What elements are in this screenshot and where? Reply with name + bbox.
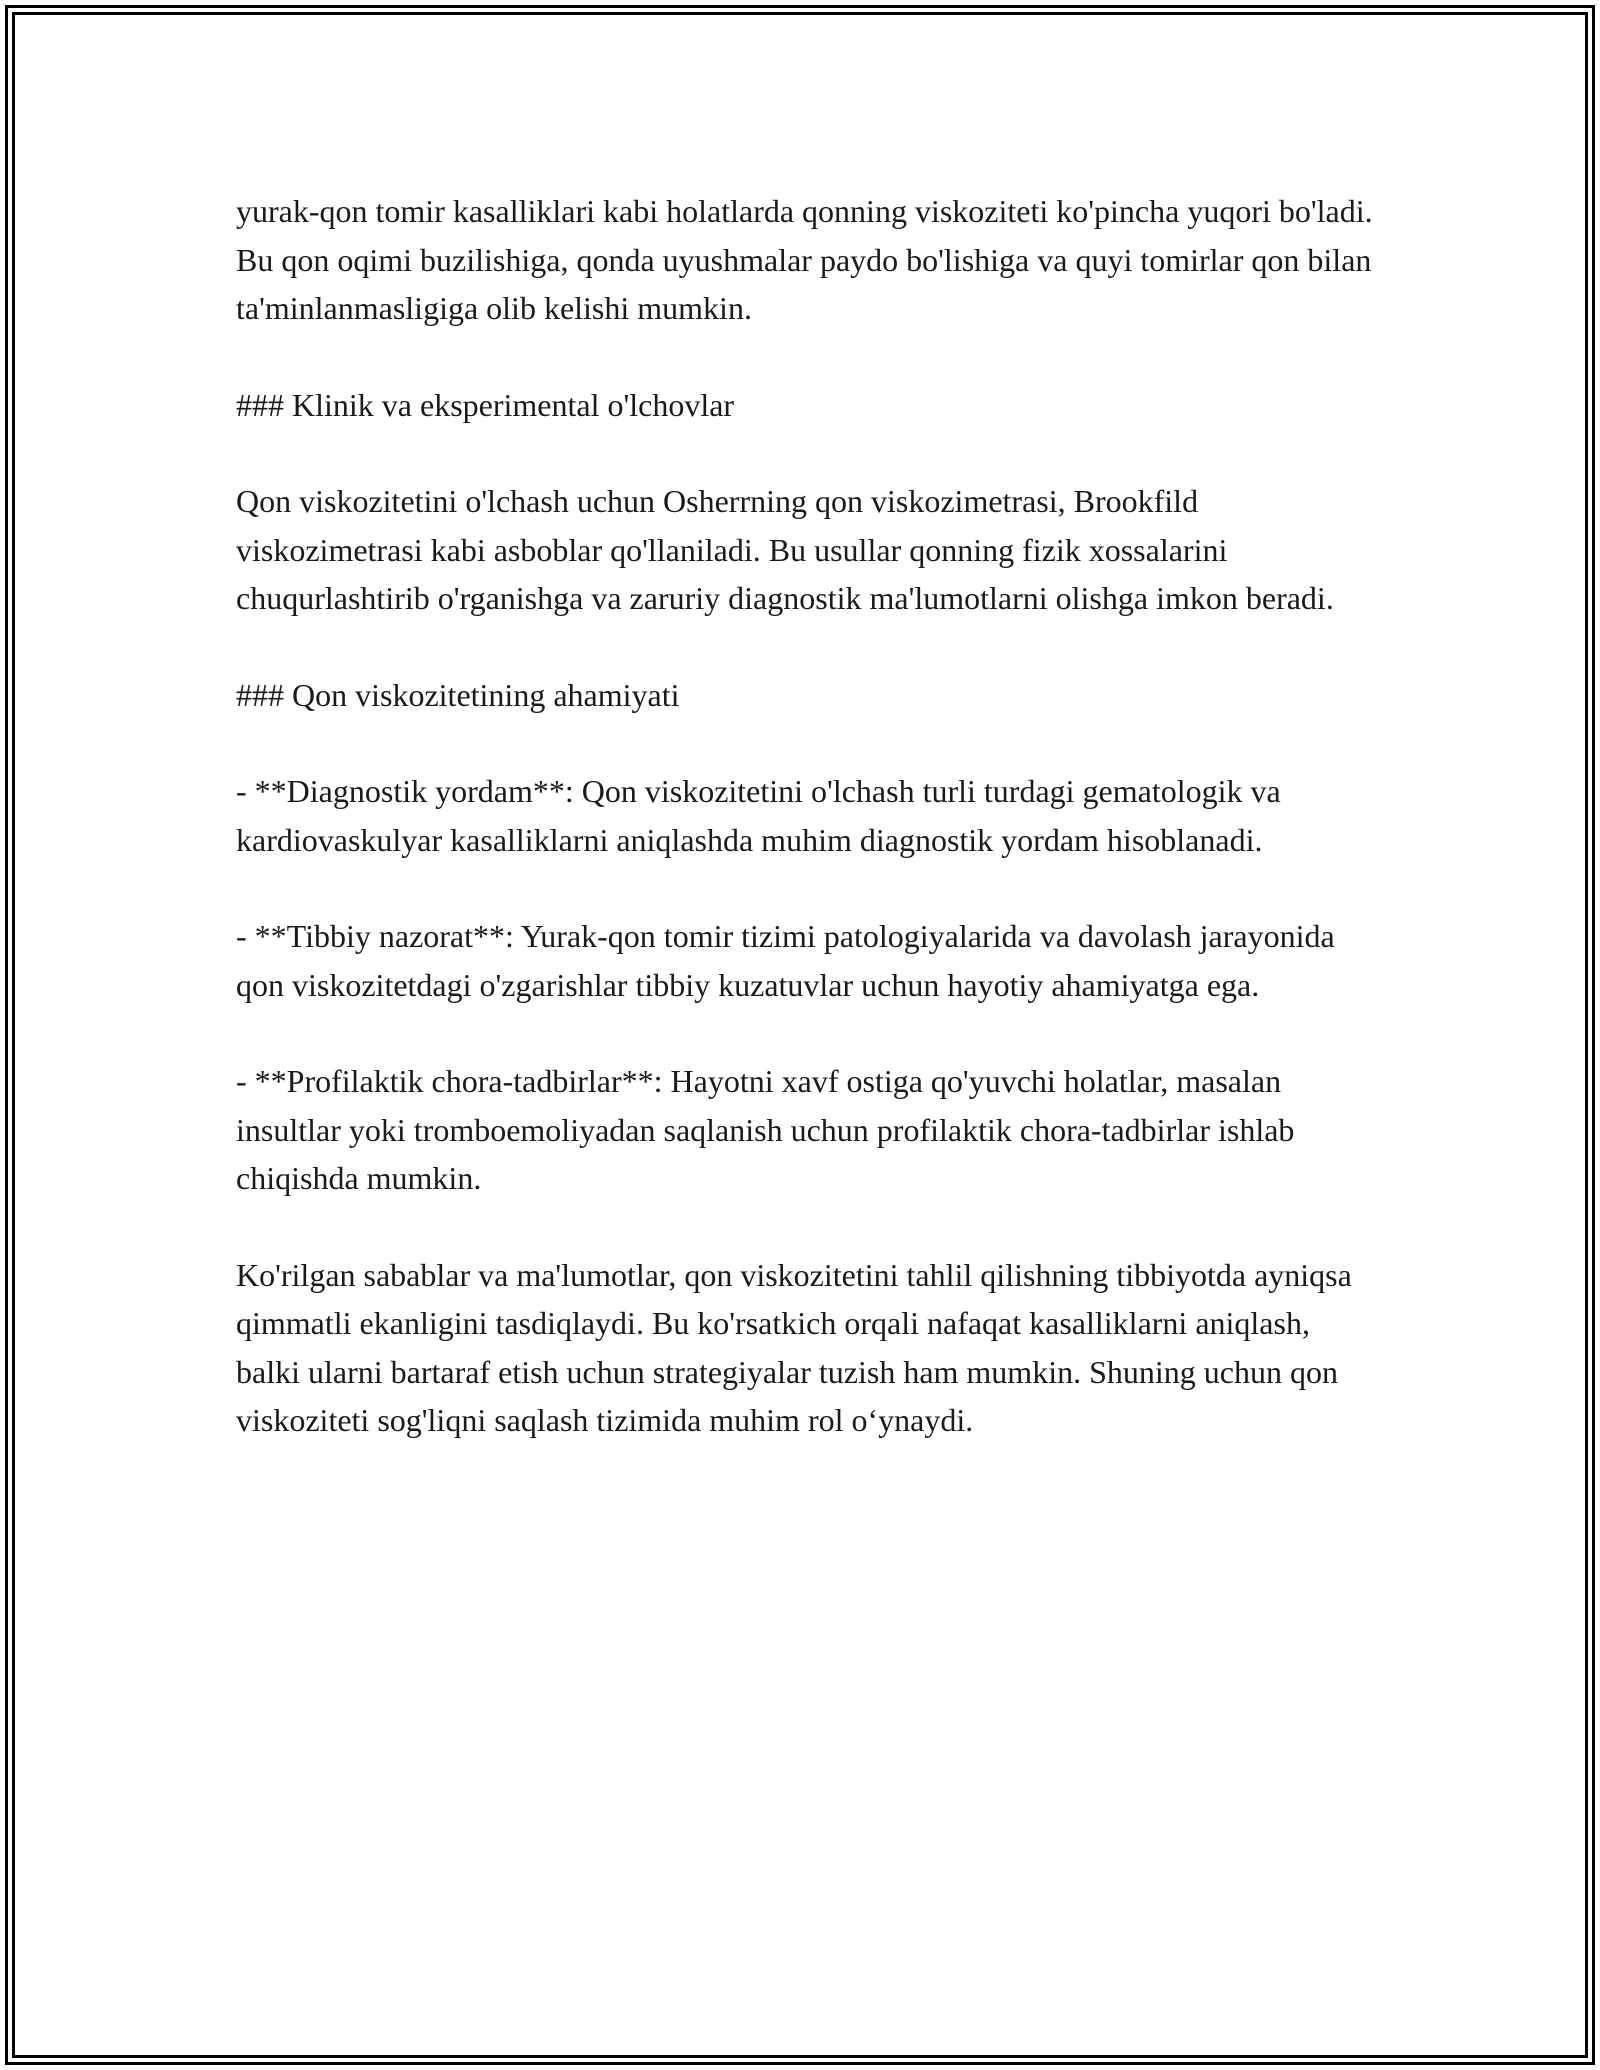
paragraph-conclusion: Ko'rilgan sabablar va ma'lumotlar, qon viskozitetini tahlil qilishning tibbiyotda ayniqsa qimmatli ekanligini tasdiqlaydi. Bu ko'rsatkich orqali nafaqat kasalliklarni aniqlash, balki ularni bartaraf etish uchun strategiyalar tuzish ham mumkin. Shuning uchun qon viskoziteti sog'liqni saqlash tizimida muhim rol o‘ynaydi. <box>236 1256 1352 1438</box>
list-item-preventive-measures: - **Profilaktik chora-tadbirlar**: Hayotni xavf ostiga qo'yuvchi holatlar, masalan insultlar yoki tromboemoliyadan saqlanish uchun profilaktik chora-tadbirlar ishlab chiqishda mumkin. <box>236 1063 1295 1196</box>
paragraph-measurement-methods: Qon viskozitetini o'lchash uchun Osherrning qon viskozimetrasi, Brookfild viskozimetrasi kabi asboblar qo'llaniladi. Bu usullar qonning fizik xossalarini chuqurlashtirib o'rganishga va zaruriy diagnostik ma'lumotlarni olishga imkon beradi. <box>236 483 1334 616</box>
heading-clinical-measurements: ### Klinik va eksperimental o'lchovlar <box>236 386 735 423</box>
list-item-medical-control: - **Tibbiy nazorat**: Yurak-qon tomir tizimi patologiyalarida va davolash jarayonida qon viskozitetdagi o'zgarishlar tibbiy kuzatuvlar uchun hayotiy ahamiyatga ega. <box>236 918 1335 1003</box>
document-body <box>236 187 1376 1493</box>
heading-importance: ### Qon viskozitetining ahamiyati <box>236 676 680 713</box>
paragraph-intro: yurak-qon tomir kasalliklari kabi holatlarda qonning viskoziteti ko'pincha yuqori bo'ladi. Bu qon oqimi buzilishiga, qonda uyushmalar paydo bo'lishiga va quyi tomirlar qon bilan ta'minlanmasligiga olib kelishi mumkin. <box>236 193 1373 326</box>
list-item-diagnostic-help: - **Diagnostik yordam**: Qon viskozitetini o'lchash turli turdagi gematologik va kardiovaskulyar kasalliklarni aniqlashda muhim diagnostik yordam hisoblanadi. <box>236 773 1281 858</box>
